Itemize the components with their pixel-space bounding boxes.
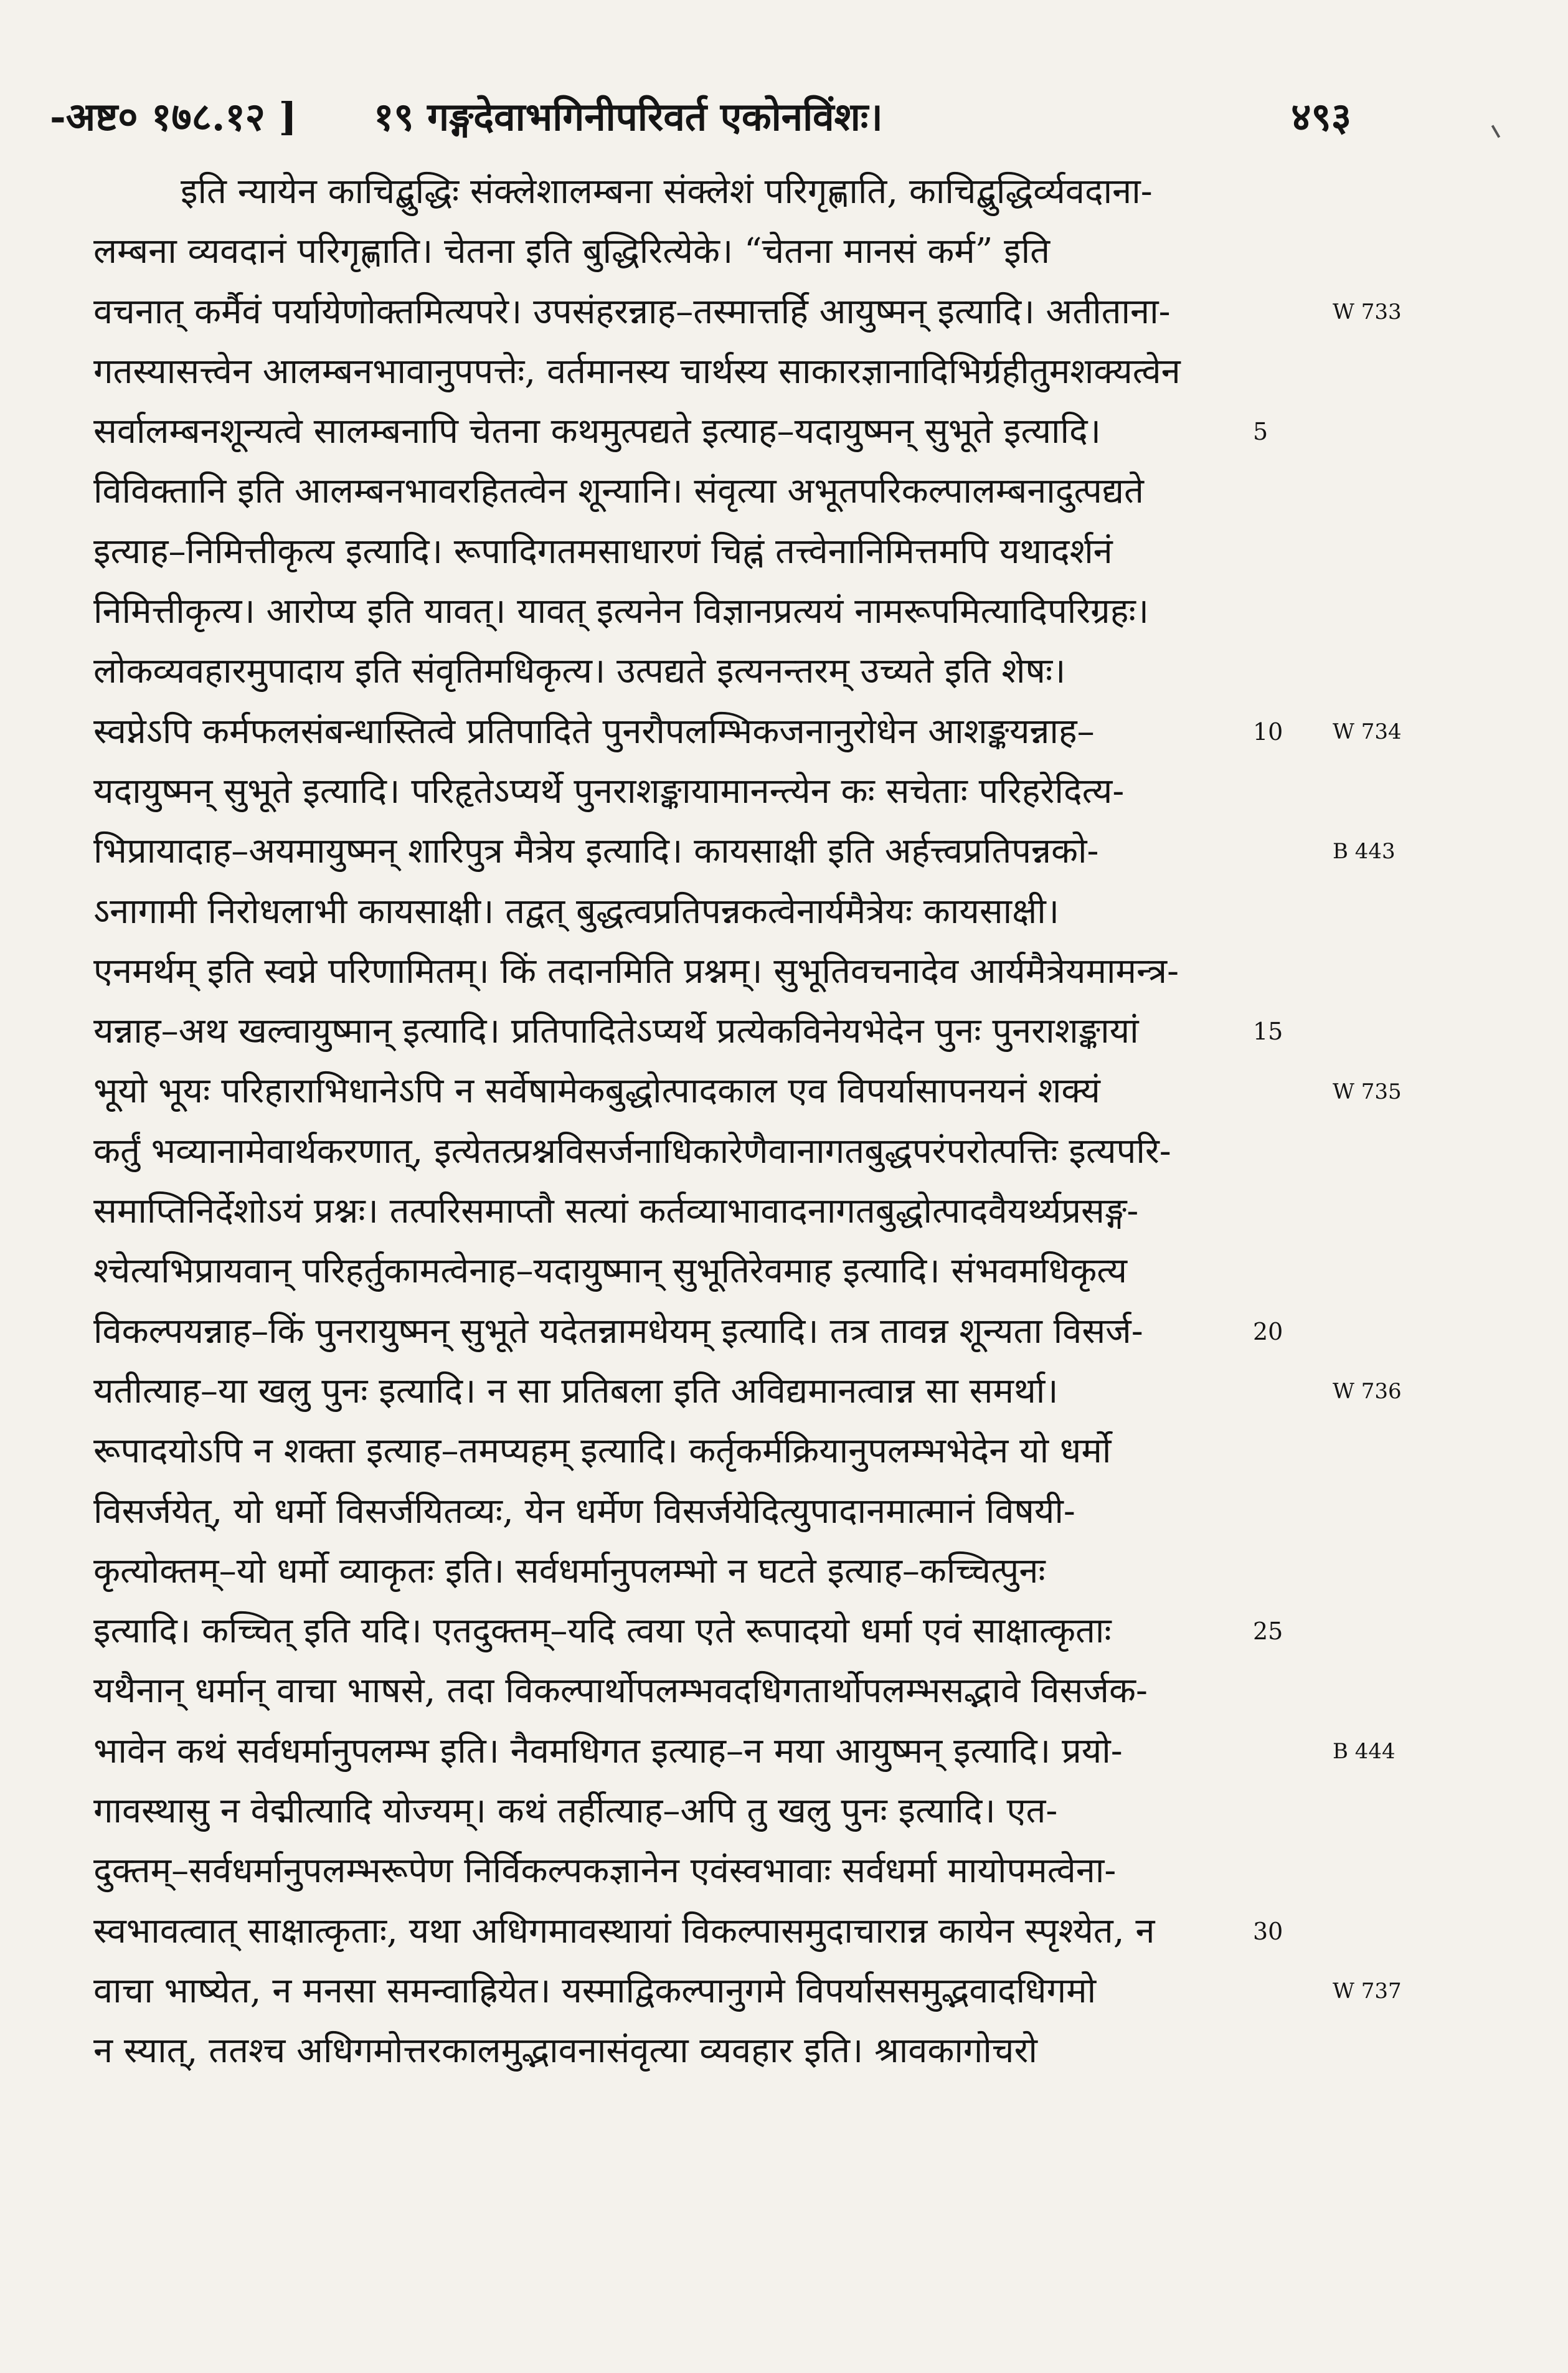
text-line: स्वभावत्वात् साक्षात्कृताः, यथा अधिगमावस्थायां विकल्पासमुदाचारान्न कायेन स्पृश्येत, न — [93, 1910, 1155, 1951]
text-line: इत्याह–निमित्तीकृत्य इत्यादि। रूपादिगतमसाधारणं चिह्नं तत्त्वेनानिमित्तमपि यथादर्शनं — [93, 531, 1113, 572]
line-number: 15 — [1253, 1018, 1283, 1046]
text-line: न स्यात्, ततश्च अधिगमोत्तरकालमुद्भावनासंवृत्या व्यवहार इति। श्रावकागोचरो — [93, 2030, 1037, 2072]
text-line: वाचा भाष्येत, न मनसा समन्वाह्रियेत। यस्माद्विकल्पानुगमे विपर्याससमुद्भवादधिगमो — [93, 1970, 1097, 2011]
line-number: 10 — [1253, 718, 1283, 746]
text-line: इत्यादि। कच्चित् इति यदि। एतदुक्तम्–यदि त्वया एते रूपादयो धर्मा एवं साक्षात्कृताः — [93, 1611, 1112, 1652]
text-line: इति न्यायेन काचिद्बुद्धिः संक्लेशालम्बना संक्लेशं परिगृह्णाति, काचिद्बुद्धिर्व्यवदाना- — [181, 171, 1153, 212]
text-line: यदायुष्मन् सुभूते इत्यादि। परिहृतेऽप्यर्थे पुनराशङ्कायामानन्त्येन कः सचेताः परिहरेदित्य- — [93, 770, 1125, 812]
text-line: कर्तुं भव्यानामेवार्थकरणात्, इत्येतत्प्रश्नविसर्जनाधिकारेणैवानागतबुद्धपरंपरोत्पत्तिः इत्यपरि- — [93, 1130, 1171, 1172]
text-line: विकल्पयन्नाह–किं पुनरायुष्मन् सुभूते यदेतन्नामधेयम् इत्यादि। तत्र तावन्न शून्यता विसर्ज- — [93, 1310, 1143, 1352]
text-line: भूयो भूयः परिहाराभिधानेऽपि न सर्वेषामेकबुद्धोत्पादकाल एव विपर्यासापनयनं शक्यं — [93, 1071, 1100, 1112]
line-number: 25 — [1253, 1618, 1283, 1646]
text-line: सर्वालम्बनशून्यत्वे सालम्बनापि चेतना कथमुत्पद्यते इत्याह–यदायुष्मन् सुभूते इत्यादि। — [93, 411, 1102, 452]
text-line: गावस्थासु न वेद्मीत्यादि योज्यम्। कथं तर्हीत्याह–अपि तु खलु पुनः इत्यादि। एत- — [93, 1791, 1058, 1832]
commentary-text — [93, 162, 1308, 2082]
margin-reference: B 443 — [1333, 839, 1396, 864]
margin-reference: W 736 — [1333, 1379, 1402, 1404]
text-line: स्वप्नेऽपि कर्मफलसंबन्धास्तित्वे प्रतिपादिते पुनरौपलम्भिकजनानुरोधेन आशङ्कयन्नाह– — [93, 711, 1095, 752]
text-line: भावेन कथं सर्वधर्मानुपलम्भ इति। नैवमधिगत इत्याह–न मया आयुष्मन् इत्यादि। प्रयो- — [93, 1730, 1123, 1771]
margin-reference: W 735 — [1333, 1079, 1402, 1104]
text-line: निमित्तीकृत्य। आरोप्य इति यावत्। यावत् इत्यनेन विज्ञानप्रत्ययं नामरूपमित्यादिपरिग्रहः। — [93, 591, 1150, 632]
page-number: ४९३ — [1291, 94, 1351, 140]
running-header — [50, 87, 1407, 147]
margin-reference: W 737 — [1333, 1979, 1402, 2004]
text-line: लोकव्यवहारमुपादाय इति संवृतिमधिकृत्य। उत्पद्यते इत्यनन्तरम् उच्यते इति शेषः। — [93, 651, 1066, 692]
text-line: एनमर्थम् इति स्वप्ने परिणामितम्। किं तदानमिति प्रश्नम्। सुभूतिवचनादेव आर्यमैत्रेयमामन्त्र- — [93, 950, 1179, 992]
text-line: यतीत्याह–या खलु पुनः इत्यादि। न सा प्रतिबला इति अविद्यमानत्वान्न सा समर्था। — [93, 1370, 1059, 1411]
text-line: यथैनान् धर्मान् वाचा भाषसे, तदा विकल्पार्थोपलम्भवदधिगतार्थोपलम्भसद्भावे विसर्जक- — [93, 1670, 1148, 1712]
text-line: श्चेत्यभिप्रायवान् परिहर्तुकामत्वेनाह–यदायुष्मान् सुभूतिरेवमाह इत्यादि। संभवमधिकृत्य — [93, 1251, 1127, 1292]
line-number: 30 — [1253, 1917, 1283, 1945]
text-line: वचनात् कर्मैवं पर्यायेणोक्तमित्यपरे। उपसंहरन्नाह–तस्मात्तर्हि आयुष्मन् इत्यादि। अतीताना- — [93, 291, 1171, 332]
text-line: समाप्तिनिर्देशोऽयं प्रश्नः। तत्परिसमाप्तौ सत्यां कर्तव्याभावादनागतबुद्धोत्पादवैयर्थ्यप्रसङ्ग- — [93, 1191, 1139, 1232]
text-line: ऽनागामी निरोधलाभी कायसाक्षी। तद्वत् बुद्धत्वप्रतिपन्नकत्वेनार्यमैत्रेयः कायसाक्षी। — [93, 891, 1059, 932]
line-number: 5 — [1253, 418, 1268, 446]
line-number: 20 — [1253, 1317, 1283, 1345]
text-line: गतस्यासत्त्वेन आलम्बनभावानुपपत्तेः, वर्तमानस्य चार्थस्य साकारज्ञानादिभिर्ग्रहीतुमशक्यत्वेन — [93, 351, 1181, 392]
text-line: विविक्तानि इति आलम्बनभावरहितत्वेन शून्यानि। संवृत्या अभूतपरिकल्पालम्बनादुत्पद्यते — [93, 471, 1144, 512]
margin-reference: W 734 — [1333, 719, 1402, 744]
text-line: कृत्योक्तम्–यो धर्मो व्याकृतः इति। सर्वधर्मानुपलम्भो न घटते इत्याह–कच्चित्पुनः — [93, 1550, 1046, 1591]
text-line: यन्नाह–अथ खल्वायुष्मान् इत्यादि। प्रतिपादितेऽप्यर्थे प्रत्येकविनेयभेदेन पुनः पुनराशङ्कायां — [93, 1011, 1139, 1052]
header-chapter-title: १९ गङ्गदेवाभगिनीपरिवर्त एकोनविंशः। — [374, 94, 883, 140]
text-line: भिप्रायादाह–अयमायुष्मन् शारिपुत्र मैत्रेय इत्यादि। कायसाक्षी इति अर्हत्त्वप्रतिपन्नको- — [93, 831, 1099, 872]
text-line: विसर्जयेत्, यो धर्मो विसर्जयितव्यः, येन धर्मेण विसर्जयेदित्युपादानमात्मानं विषयी- — [93, 1490, 1075, 1532]
margin-reference: B 444 — [1333, 1738, 1396, 1764]
text-line: रूपादयोऽपि न शक्ता इत्याह–तमप्यहम् इत्यादि। कर्तृकर्मक्रियानुपलम्भभेदेन यो धर्मो — [93, 1431, 1112, 1472]
text-line: दुक्तम्–सर्वधर्मानुपलम्भरूपेण निर्विकल्पकज्ञानेन एवंस्वभावाः सर्वधर्मा मायोपमत्वेना- — [93, 1850, 1117, 1892]
stray-mark — [1491, 125, 1500, 138]
text-line: लम्बना व्यवदानं परिगृह्णाति। चेतना इति बुद्धिरित्येके। “चेतना मानसं कर्म” इति — [93, 231, 1051, 272]
header-verse-reference: -अष्ट० १७८.१२ ] — [50, 94, 297, 140]
margin-reference: W 733 — [1333, 299, 1402, 324]
